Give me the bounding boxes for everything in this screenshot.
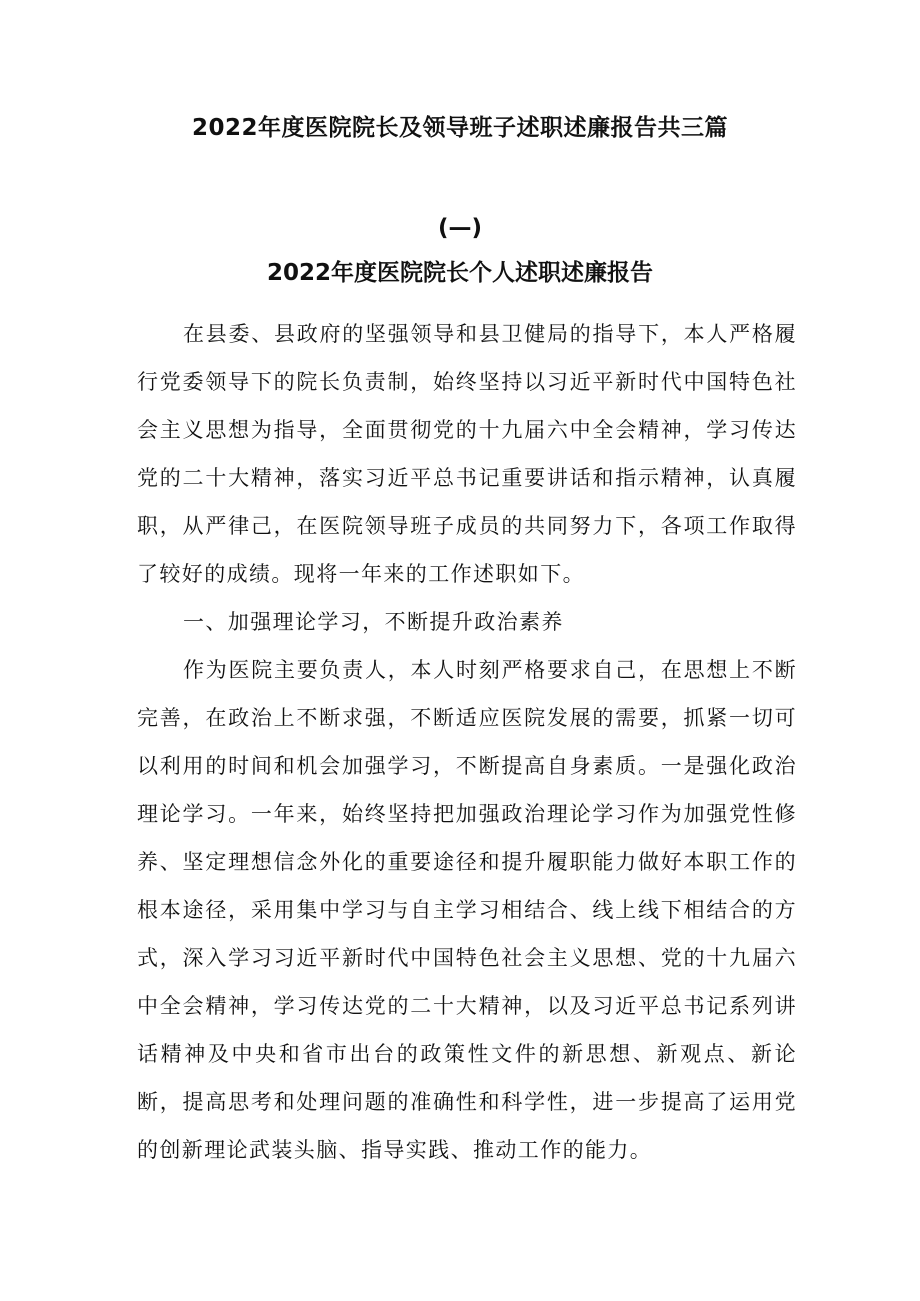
document-body [137,310,797,1174]
section-title: 2022年度医院院长个人述职述廉报告 [266,260,653,286]
paragraph-theory-study: 作为医院主要负责人，本人时刻严格要求自己，在思想上不断完善，在政治上不断求强，不断适应医院发展的需要，抓紧一切可以利用的时间和机会加强学习，不断提高自身素质。一是强化政治理论学习。一年来，始终坚持把加强政治理论学习作为加强党性修养、坚定理想信念外化的重要途径和提升履职能力做好本职工作的根本途径，采用集中学习与自主学习相结合、线上线下相结合的方式，深入学习习近平新时代中国特色社会主义思想、党的十九届六中全会精神，学习传达党的二十大精神，以及习近平总书记系列讲话精神及中央和省市出台的政策性文件的新思想、新观点、新论断，提高思考和处理问题的准确性和科学性，进一步提高了运用党的创新理论武装头脑、指导实践、推动工作的能力。 [137,658,797,1162]
section-number: (—) [437,215,483,241]
paragraph-heading-1: 一、加强理论学习，不断提升政治素养 [183,610,564,634]
document-title: 2022年度医院院长及领导班子述职述廉报告共三篇 [191,115,728,141]
paragraph-intro: 在县委、县政府的坚强领导和县卫健局的指导下，本人严格履行党委领导下的院长负责制，始终坚持以习近平新时代中国特色社会主义思想为指导，全面贯彻党的十九届六中全会精神，学习传达党的二十大精神，落实习近平总书记重要讲话和指示精神，认真履职，从严律己，在医院领导班子成员的共同努力下，各项工作取得了较好的成绩。现将一年来的工作述职如下。 [137,322,797,586]
